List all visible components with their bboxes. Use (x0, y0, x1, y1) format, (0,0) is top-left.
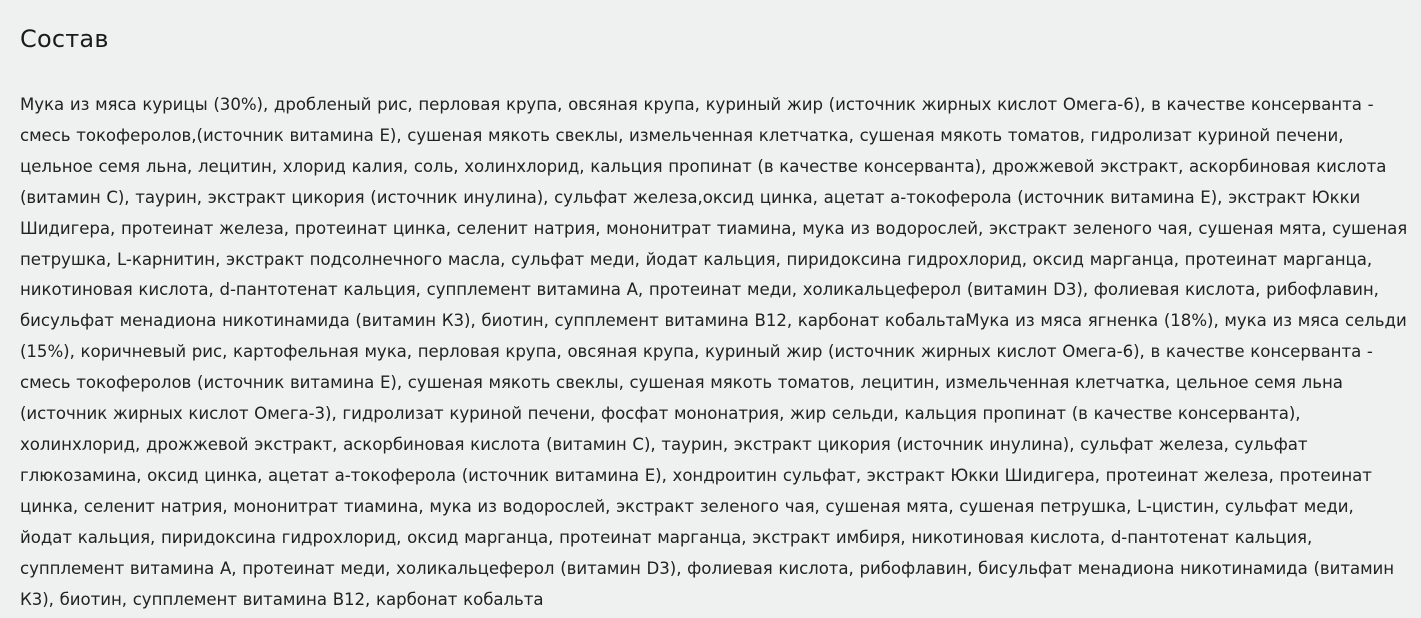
composition-text: Мука из мяса курицы (30%), дробленый рис, перловая крупа, овсяная крупа, куриный жир (источник жирных кислот Омега-6), в качестве консерванта - смесь токоферолов,(источник витамина Е), сушеная мякоть свеклы, измельченная клетчатка, сушеная мякоть томатов, гидролизат куриной печени, цельное семя льна, лецитин, хлорид калия, соль, холинхлорид, кальция пропинат (в качестве консерванта), дрожжевой экстракт, аскорбиновая кислота (витамин С), таурин, экстракт цикория (источник инулина), сульфат железа,оксид цинка, ацетат a-токоферола (источник витамина Е), экстракт Юкки Шидигера, протеинат железа, протеинат цинка, селенит натрия, мононитрат тиамина, мука из водорослей, экстракт зеленого чая, сушеная мята, сушеная петрушка, L-карнитин, экстракт подсолнечного масла, сульфат меди, йодат кальция, пиридоксина гидрохлорид, оксид марганца, протеинат марганца, никотиновая кислота, d-пантотенат кальция, супплемент витамина А, протеинат меди, холикальцеферол (витамин D3), фолиевая кислота, рибофлавин, бисульфат менадиона никотинамида (витамин К3), биотин, супплемент витамина B12, карбонат кобальтаМука из мяса ягненка (18%), мука из мяса сельди (15%), коричневый рис, картофельная мука, перловая крупа, овсяная крупа, куриный жир (источник жирных кислот Омега-6), в качестве консерванта - смесь токоферолов (источник витамина Е), сушеная мякоть свеклы, сушеная мякоть томатов, лецитин, измельченная клетчатка, цельное семя льна (источник жирных кислот Омега-3), гидролизат куриной печени, фосфат мононатрия, жир сельди, кальция пропинат (в качестве консерванта), холинхлорид, дрожжевой экстракт, аскорбиновая кислота (витамин С), таурин, экстракт цикория (источник инулина), сульфат железа, сульфат глюкозамина, оксид цинка, ацетат a-токоферола (источник витамина Е), хондроитин сульфат, экстракт Юкки Шидигера, протеинат железа, протеинат цинка, селенит натрия, мононитрат тиамина, мука из водорослей, экстракт зеленого чая, сушеная мята, сушеная петрушка, L-цистин, сульфат меди, йодат кальция, пиридоксина гидрохлорид, оксид марганца, протеинат марганца, экстракт имбиря, никотиновая кислота, d-пантотенат кальция, супплемент витамина А, протеинат меди, холикальцеферол (витамин D3), фолиевая кислота, рибофлавин, бисульфат менадиона никотинамида (витамин К3), биотин, супплемент витамина B12, карбонат кобальта (20, 95, 1408, 609)
section-title: Состав (20, 25, 109, 53)
